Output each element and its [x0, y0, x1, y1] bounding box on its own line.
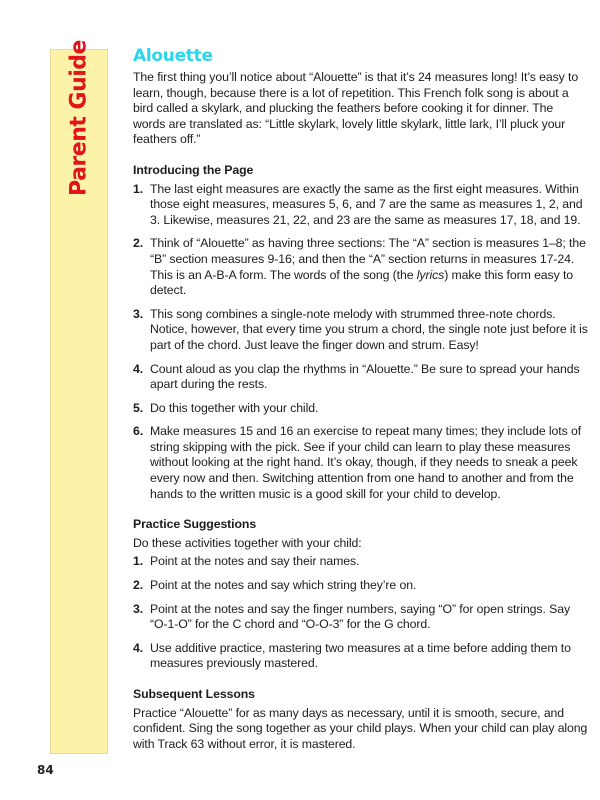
list-item	[133, 236, 588, 298]
practice-list	[133, 554, 588, 672]
list-text: Point at the notes and say their names.	[150, 554, 360, 569]
parent-guide-tab	[50, 40, 108, 754]
list-item	[133, 182, 588, 229]
list-number: 6.	[133, 424, 144, 439]
list-item	[133, 307, 588, 354]
subsequent-heading: Subsequent Lessons	[133, 687, 255, 701]
page-title: Alouette	[133, 46, 213, 66]
list-item	[133, 424, 588, 502]
list-text: Count aloud as you clap the rhythms in “Alouette.” Be sure to spread your hands apart during the rests.	[150, 361, 580, 392]
list-number: 1.	[133, 181, 144, 196]
list-text: Make measures 15 and 16 an exercise to repeat many times; they include lots of string skipping with the pick. See if your child can learn to play these measures without looking at the right hand. It’s okay, though, if they needs to sneak a peek every now and then. Switching attention from one hand to another and from the hands to the written music is a good skill for your child to develop.	[150, 424, 582, 501]
subsequent-paragraph: Practice “Alouette” for as many days as necessary, until it is smooth, secure, and confident. Sing the song together as your child plays. When your child can play along with Track 63 without error, it is mastered.	[133, 705, 588, 751]
list-text	[150, 236, 588, 298]
practice-intro: Do these activities together with your child:	[133, 535, 362, 550]
introducing-heading: Introducing the Page	[133, 162, 254, 177]
introducing-list	[133, 182, 588, 503]
list-item	[133, 401, 588, 417]
list-number: 1.	[133, 554, 144, 569]
list-item	[133, 362, 588, 393]
list-item	[133, 554, 588, 570]
list-number: 2.	[133, 236, 144, 251]
list-number: 4.	[133, 361, 144, 376]
list-item	[133, 641, 588, 672]
list-number: 3.	[133, 601, 144, 616]
list-text: Use additive practice, mastering two measures at a time before adding them to measures previously mastered.	[150, 640, 571, 671]
list-number: 2.	[133, 578, 144, 593]
list-item	[133, 578, 588, 594]
list-text: Do this together with your child.	[150, 400, 319, 415]
lyrics-emphasis: lyrics	[416, 267, 445, 282]
list-text-part: ) make this form easy to detect.	[150, 267, 574, 298]
list-text: Point at the notes and say the finger numbers, saying “O” for open strings. Say “O-1-O” for the C chord and “O-O-3” for the G chord.	[150, 601, 570, 632]
list-item	[133, 602, 588, 633]
page-content	[133, 45, 588, 752]
list-text: Point at the notes and say which string they’re on.	[150, 578, 417, 593]
practice-heading: Practice Suggestions	[133, 517, 257, 532]
list-text-part: Think of “Alouette” as having three sections: The “A” section is measures 1–8; the “B” section measures 9-16; and then the “A” section returns in measures 17-24. This is an A-B-A form. The words of the song (the	[150, 236, 586, 282]
intro-paragraph: The first thing you’ll notice about “Alouette” is that it’s 24 measures long! It’s easy to learn, though, because there is a lot of repetition. This French folk song is about a bird called a skylark, and plucking the feathers before cooking it for dinner. The words are translated as: “Little skylark, lovely little skylark, little lark, I’ll pluck your feathers off.”	[133, 70, 579, 147]
list-number: 4.	[133, 640, 144, 655]
parent-guide-label: Parent Guide	[66, 40, 92, 196]
list-text: This song combines a single-note melody with strummed three-note chords. Notice, however, that every time you strum a chord, the single note just before it is part of the chord. Just leave the finger down and strum. Easy!	[150, 306, 588, 352]
list-number: 3.	[133, 306, 144, 321]
page-number: 84	[37, 763, 54, 777]
list-number: 5.	[133, 400, 144, 415]
list-text: The last eight measures are exactly the same as the first eight measures. Within those eight measures, measures 5, 6, and 7 are the same as measures 1, 2, and 3. Likewise, measures 21, 22, and 23 are the same as measures 17, 18, and 19.	[150, 181, 583, 227]
